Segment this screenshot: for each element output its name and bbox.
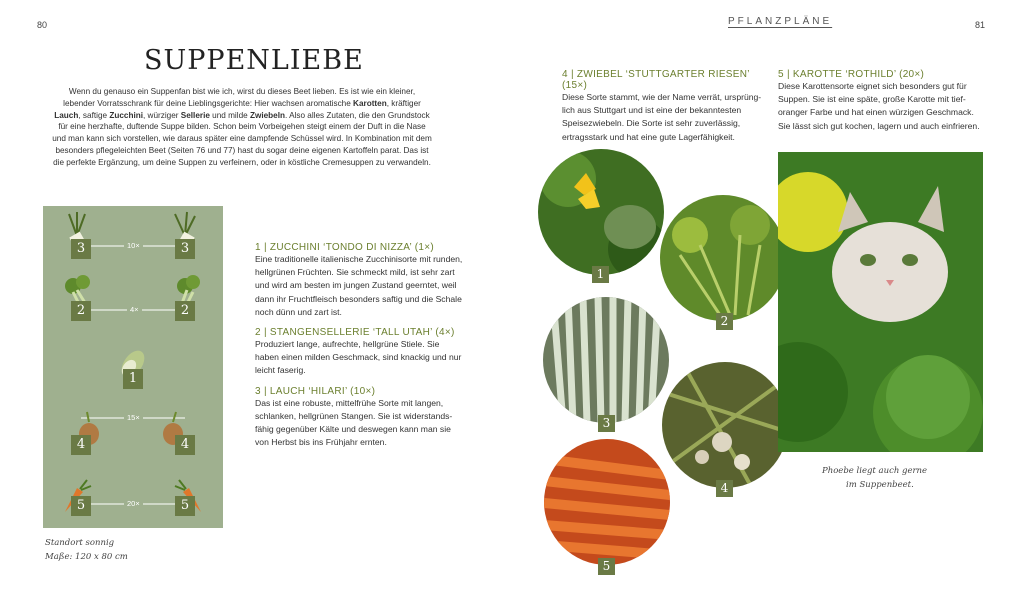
- zucchini-photo-art: [538, 149, 664, 275]
- planting-bed-drawing: [43, 206, 223, 528]
- leek-photo-art: [543, 297, 669, 423]
- plant-5-text: Diese Karottensorte eignet sich besonders gut für Suppen. Sie ist eine späte, große Karotte mit tief-oranger Farbe und hat einen würzigen Geschmack. Sie lässt sich gut kochen, lagern und auch einfrieren.: [778, 81, 980, 131]
- intro-text: , saftige: [78, 110, 110, 120]
- row-count-leek: 10×: [124, 241, 143, 250]
- intro-paragraph: [52, 86, 432, 169]
- bed-badge-celery-left: 2: [71, 301, 91, 321]
- photo-onion: [662, 362, 788, 488]
- intro-text: . Also alles Zutaten, die den Grundstock für eine herzhafte, duftende Suppe bilden. Schon beim Vorbeigehen steigt einem der Duft in die Nase und man kann sich vorstellen, wie daraus später eine dampfende Schüssel wird. In Kombination mit dem besonders pflegeleichten Beet (Seiten 76 und 77) hast du sogar deine eigenen Kartoffeln parat. Das ist die perfekte Ergänzung, um deine Suppen zu verfeinern, oder in köstliche Cremesuppen zu verwandeln.: [52, 110, 432, 167]
- plant-2-title: 2 | STANGENSELLERIE ‘TALL UTAH’ (4×): [255, 327, 455, 339]
- plant-5-block: [778, 69, 983, 133]
- plant-1-title: 1 | ZUCCHINI ‘TONDO DI NIZZA’ (1×): [255, 242, 435, 253]
- intro-highlight: Zucchini: [109, 110, 143, 120]
- intro-text: , würziger: [143, 110, 181, 120]
- celery-photo-art: [660, 195, 786, 321]
- carrot-photo-art: [544, 439, 670, 565]
- cat-caption-line1: Phoebe liegt auch gerne: [822, 466, 928, 476]
- bed-note-size: Maße: 120 x 80 cm: [45, 552, 128, 562]
- photo-badge-4: 4: [716, 480, 733, 497]
- cat-caption-line2: im Suppenbeet.: [846, 480, 914, 490]
- photo-badge-2: 2: [716, 313, 733, 330]
- intro-text: und milde: [209, 110, 250, 120]
- photo-zucchini: [538, 149, 664, 275]
- cat-photo-art: [778, 152, 983, 452]
- bed-badge-leek-right: 3: [175, 239, 195, 259]
- intro-text: , kräftiger: [386, 98, 421, 108]
- page-number-right: 81: [975, 20, 986, 30]
- plant-3-text: Das ist eine robuste, mittelfrühe Sorte mit langen, schlanken, hellgrünen Stangen. Sie ist widerstands-fähig gegenüber Kälte und deswegen kann man sie von Herbst bis ins Frühjahr ernten.: [255, 397, 453, 448]
- photo-carrot: [544, 439, 670, 565]
- intro-highlight: Zwiebeln: [249, 110, 285, 120]
- photo-badge-1: 1: [592, 266, 609, 283]
- bed-note-location: Standort sonnig: [45, 538, 115, 548]
- page-title: SUPPENLIEBE: [144, 45, 364, 76]
- photo-badge-3: 3: [598, 415, 615, 432]
- intro-highlight: Lauch: [54, 110, 79, 120]
- photo-leek: [543, 297, 669, 423]
- bed-badge-onion-right: 4: [175, 435, 195, 455]
- bed-badge-celery-right: 2: [175, 301, 195, 321]
- bed-badge-zucchini: 1: [123, 369, 143, 389]
- plant-4-block: [562, 69, 762, 144]
- intro-highlight: Karotten: [353, 98, 387, 108]
- photo-badge-5: 5: [598, 558, 615, 575]
- bed-badge-leek-left: 3: [71, 239, 91, 259]
- intro-text: Wenn du genauso ein Suppenfan bist wie ich, wirst du dieses Beet lieben. Es ist wie ein kleiner, lebender Vorratsschrank für deine Lieblingsgerichte: Hier wachsen aromatische: [63, 87, 416, 108]
- plant-4-title: 4 | ZWIEBEL ‘STUTTGARTER RIESEN’ (15×): [562, 69, 750, 91]
- photo-cat: [778, 152, 983, 452]
- bed-badge-carrot-left: 5: [71, 496, 91, 516]
- section-header: PFLANZPLÄNE: [728, 16, 833, 27]
- row-count-onion: 15×: [124, 413, 143, 422]
- onion-photo-art: [662, 362, 788, 488]
- row-count-carrot: 20×: [124, 499, 143, 508]
- plant-2-text: Produziert lange, aufrechte, hellgrüne Stiele. Sie haben einen milden Geschmack, sind knackig und nur leicht faserig.: [255, 339, 462, 376]
- page-number-left: 80: [37, 20, 48, 30]
- plant-5-title: 5 | KAROTTE ‘ROTHILD’ (20×): [778, 69, 925, 80]
- plant-3-title: 3 | LAUCH ‘HILARI’ (10×): [255, 385, 376, 397]
- planting-bed: [43, 206, 223, 528]
- bed-badge-onion-left: 4: [71, 435, 91, 455]
- photo-celery: [660, 195, 786, 321]
- plant-4-text: Diese Sorte stammt, wie der Name verrät, ursprüng-lich aus Stuttgart und ist eine der bekanntesten Speisezwiebeln. Die Sorte ist sehr zuverlässig, ertragsstark und hat eine gute Lagerfähigkeit.: [562, 92, 762, 142]
- plant-descriptions-left: [255, 242, 465, 449]
- bed-badge-carrot-right: 5: [175, 496, 195, 516]
- row-count-celery: 4×: [127, 305, 142, 314]
- intro-highlight: Sellerie: [180, 110, 210, 120]
- plant-1-text: Eine traditionelle italienische Zucchinisorte mit runden, hellgrünen Früchten. Sie schmeckt mild, ist sehr zart und wird am besten im jungen Zustand geerntet, weil dann ihr Fruchtfleisch besonders saftig und die Schale noch dünn und zart ist.: [255, 254, 463, 317]
